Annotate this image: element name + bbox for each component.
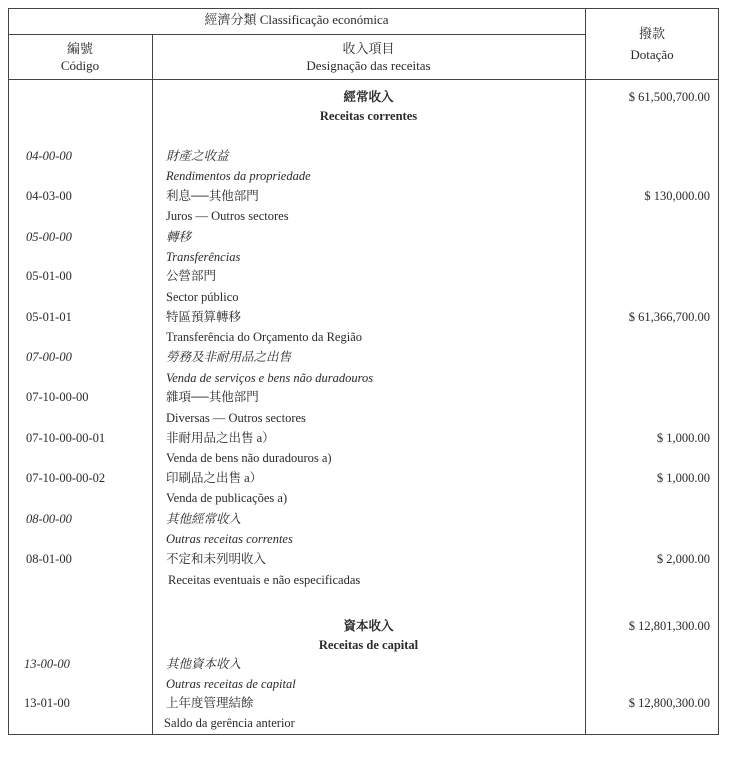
row-amount: $ 1,000.00: [656, 431, 710, 445]
row-code: 13-00-00: [24, 657, 70, 671]
row-designation-pt: Juros — Outros sectores: [166, 209, 289, 223]
row-designation-zh: 上年度管理結餘: [166, 696, 254, 710]
classification-header-divider: [8, 34, 585, 35]
section-title-zh: 資本收入: [343, 619, 394, 633]
row-code: 08-01-00: [26, 552, 72, 566]
row-designation-pt: Venda de serviços e bens não duradouros: [166, 371, 374, 385]
item-header-zh: 收入項目: [342, 41, 395, 56]
row-designation-pt: Rendimentos da propriedade: [166, 169, 311, 183]
classification-header: 經濟分類 Classificação económica: [204, 12, 389, 27]
row-amount: $ 1,000.00: [656, 471, 710, 485]
row-code: 07-10-00-00-01: [26, 431, 106, 445]
row-designation-pt: Saldo da gerência anterior: [164, 716, 295, 730]
row-amount: $ 12,800,300.00: [628, 696, 710, 710]
row-code: 05-01-01: [26, 310, 72, 324]
row-designation-pt: Venda de publicações a): [166, 491, 288, 505]
row-code: 07-00-00: [26, 350, 72, 364]
amount-header-zh: 撥款: [638, 26, 665, 41]
row-designation-zh: 勞務及非耐用品之出售: [166, 350, 292, 364]
row-designation-zh: 公營部門: [166, 269, 217, 283]
row-designation-zh: 其他經常收入: [166, 512, 242, 526]
row-designation-zh: 不定和未列明收入: [166, 552, 267, 566]
row-code: 05-00-00: [26, 230, 72, 244]
code-header-zh: 編號: [66, 41, 93, 56]
section-amount: $ 61,500,700.00: [628, 90, 710, 104]
row-code: 07-10-00-00-02: [26, 471, 106, 485]
section-title-pt: Receitas correntes: [319, 109, 418, 123]
row-designation-zh: 財產之收益: [166, 149, 229, 163]
row-designation-zh: 特區預算轉移: [166, 310, 242, 324]
row-designation-pt: Transferências: [166, 250, 241, 264]
row-designation-zh: 雜項──其他部門: [166, 390, 259, 404]
row-designation-pt: Outras receitas de capital: [166, 677, 296, 691]
row-code: 04-03-00: [26, 189, 72, 203]
section-amount: $ 12,801,300.00: [628, 619, 710, 633]
row-designation-zh: 轉移: [166, 230, 192, 244]
row-designation-pt: Outras receitas correntes: [166, 532, 293, 546]
row-designation-zh: 印刷品之出售 a）: [166, 471, 263, 485]
row-code: 07-10-00-00: [26, 390, 89, 404]
header-bottom-rule: [8, 79, 719, 80]
row-designation-zh: 其他資本收入: [166, 657, 242, 671]
row-code: 13-01-00: [24, 696, 70, 710]
row-code: 08-00-00: [26, 512, 72, 526]
row-amount: $ 2,000.00: [656, 552, 710, 566]
row-designation-zh: 利息──其他部門: [166, 189, 259, 203]
row-designation-pt: Diversas — Outros sectores: [166, 411, 306, 425]
amount-header-pt: Dotação: [630, 47, 674, 62]
row-designation-pt: Sector público: [166, 290, 239, 304]
row-code: 05-01-00: [26, 269, 72, 283]
code-header-pt: Código: [60, 58, 100, 73]
item-header-pt: Designação das receitas: [306, 58, 431, 73]
section-title-zh: 經常收入: [343, 90, 394, 104]
row-amount: $ 61,366,700.00: [628, 310, 710, 324]
row-code: 04-00-00: [26, 149, 72, 163]
row-designation-pt: Receitas eventuais e não especificadas: [168, 573, 361, 587]
row-designation-pt: Transferência do Orçamento da Região: [166, 330, 362, 344]
row-amount: $ 130,000.00: [644, 189, 710, 203]
row-designation-pt: Venda de bens não duradouros a): [166, 451, 332, 465]
row-designation-zh: 非耐用品之出售 a）: [166, 431, 275, 445]
section-title-pt: Receitas de capital: [318, 638, 419, 652]
